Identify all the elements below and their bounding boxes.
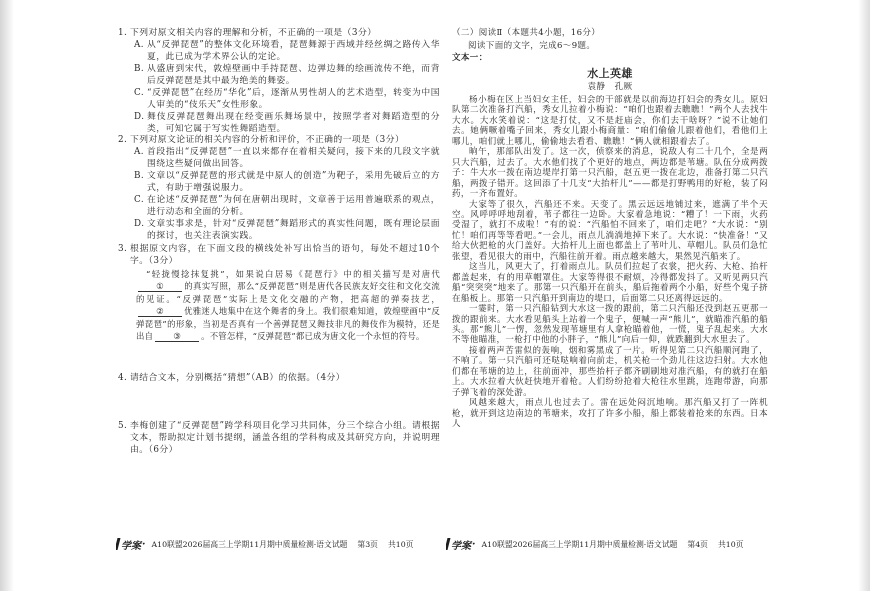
article-paragraph-3: 大家等了很久，汽船还不来。天变了。黑云远远地铺过来，遮满了半个天空。风呼呼呼地刮着，苇子都往一边卧。大家着急地说：“糟了！一下雨，火药受湿了，就打不成啦！”有的说：“汽船怕不回来了，咱们走吧？”大水说：“别忙！咱们再等等看吧。”一会儿，雨点儿淌淌地掉下来了。大水说：“快准备！”又给大伙把枪的火门盖好。大抬杆儿上面也都盖上了苇叶儿、草帽儿。队员们急忙张望，看见很大的雨中，汽船往前开着。雨点越来越大，果然见汽船来了。 <box>452 199 768 262</box>
passage-segment: 的真实写照，那么“反弹琵琶”则是唐代各民族友好交往和文化交流的见证。“反弹琵琶”实际上是文化交融的产物，把高超的弹奏技艺， <box>136 281 440 304</box>
q2-option-a-label: A. <box>134 147 145 157</box>
question-2-stem: 下列对原文论证的相关内容的分析和评价，不正确的一项是（3分） <box>130 135 405 145</box>
q2-option-c-text: 在论述“反弹琵琶”为何在唐朝出现时，文章善于运用普遍联系的观点，进行动态和全面的分析。 <box>147 195 440 217</box>
footer-page-number: 第4页 <box>687 539 708 549</box>
section-instruction: 阅读下面的文字，完成6～9题。 <box>468 40 596 51</box>
q1-option-c-text: “反弹琵琶”在经历“华化”后，逐渐从男性胡人的艺术造型，转变为中国人审美的“伎乐天”女性形象。 <box>147 88 440 110</box>
question-2-stem-row <box>118 134 440 146</box>
q1-option-b <box>118 63 440 87</box>
article-paragraph-4: 这当儿，风更大了，打着雨点儿。队员们拉起了衣裳，把火药、大枪、抬杆都盖起来，有的用草帽罩住。大家等得很不耐烦，冷得都发抖了。又听见两只汽船“突突突”地来了。那第一只汽船开在前头，船后拖着两个小船，好些个鬼子挤在船板上。那第一只汽船开到南边的堤口，后面第二只还离得远远的。 <box>452 262 768 304</box>
article-paragraph-7: 风越来越大，雨点儿也过去了。雷在远处闷沉地响。那汽船又打了一阵机枪，就开到这边南边的苇塘来，攻打了许多小船，船上都装着抢来的东西。日本人 <box>452 398 768 430</box>
question-1-stem: 下列对原文相关内容的理解和分析，不正确的一项是（3分） <box>130 28 377 38</box>
question-4-stem-row <box>118 372 440 384</box>
question-3-stem-row <box>118 243 440 267</box>
logo-text: 学案 <box>451 540 471 551</box>
text-one-label: 文本一： <box>452 53 488 63</box>
q1-option-a-label: A. <box>134 40 145 50</box>
q1-option-a <box>118 39 440 63</box>
fill-blank-3: ③ <box>155 331 199 342</box>
question-4-stem: 请结合文本，分别概括“猜想”（AB）的依据。（4分） <box>130 373 346 383</box>
article-title: 水上英雄 <box>587 66 633 80</box>
footer-page-total: 共10页 <box>717 539 744 549</box>
q1-option-c-label: C. <box>134 88 145 98</box>
section-heading: （二）阅读Ⅱ（本题共4小题，16分） <box>452 28 601 38</box>
scan-edge-left <box>0 0 14 591</box>
article-body <box>452 95 768 535</box>
question-3-passage <box>136 268 440 342</box>
question-5-stem: 李梅创建了“反弹琵琶”跨学科项目化学习共同体，分三个综合小组。请根据文本，帮助拟定计划书提纲，涵盖各组的学科构成及其研究方向，并说明理由。（6分） <box>130 421 440 455</box>
question-2-number: 2. <box>118 135 128 145</box>
question-3 <box>118 243 440 353</box>
q2-option-d <box>118 218 440 242</box>
q2-option-b <box>118 170 440 194</box>
q2-option-c <box>118 194 440 218</box>
logo-stroke-icon <box>116 538 120 550</box>
article-paragraph-5: 一霎时，第一只汽船钻到大水这一拨的跟前，第二只汽船还没到赵五更那一拨的跟前来。大水看见船头上站着一个鬼子，便喊一声“熊儿”，就瞄准汽船的船头。那“熊儿”一愣，忽然发现苇塘里有人拿枪瞄着他，一慌，鬼子乱起来。大水不等他瞄准，一枪打中他的小胖子，“熊儿”向后一仰，就跌翻到大水里去了。 <box>452 304 768 346</box>
scan-edge-right <box>858 0 870 591</box>
question-1-number: 1. <box>118 28 128 38</box>
question-3-number: 3. <box>118 244 128 254</box>
reading-section-header <box>452 27 768 94</box>
question-3-stem: 根据原文内容，在下面文段的横线处补写出恰当的语句，每处不超过10个字。（3分） <box>130 244 440 266</box>
fill-blank-2: ② <box>138 306 182 317</box>
question-4-number: 4. <box>118 373 128 383</box>
exam-logo <box>116 537 145 551</box>
q1-option-d-text: 舞伎反弹琵琶舞出现在经变画乐舞场景中，按照学者对舞蹈造型的分类，可知它属于写实性舞蹈造型。 <box>147 112 440 134</box>
q2-option-a-text: 首段指出“反弹琵琶”一直以来都存在着相关疑问，接下来的几段文字就围绕这些疑问做出回答。 <box>147 147 440 169</box>
q1-option-d-label: D. <box>134 112 145 122</box>
logo-text: 学案 <box>121 540 141 551</box>
q1-option-a-text: 从“反弹琵琶”的整体文化环境看，琵琶舞源于西域并经丝绸之路传入华夏，此已成为学术界公认的定论。 <box>147 40 440 62</box>
question-5-stem-row <box>118 420 440 456</box>
q2-option-c-label: C. <box>134 195 145 205</box>
footer-exam-title: A10联盟2026届高三上学期11月期中质量检测·语文试题 <box>151 539 348 549</box>
logo-dot-icon: · <box>142 538 146 550</box>
logo-stroke-icon <box>446 538 450 550</box>
page-footer-left <box>116 537 442 551</box>
q2-option-d-label: D. <box>134 219 145 229</box>
question-5-number: 5. <box>118 421 128 431</box>
q2-option-a <box>118 146 440 170</box>
q2-option-b-label: B. <box>134 171 145 181</box>
q1-option-b-text: 从盛唐到宋代，敦煌壁画中手持琵琶、边弹边舞的绘画流传不绝，而背后反弹琵琶是其中最为绝美的舞姿。 <box>147 64 440 86</box>
question-1-stem-row <box>118 27 440 39</box>
q1-option-c <box>118 87 440 111</box>
passage-segment: 优雅迷人地集中在这个舞者的身上。我们很难知道，敦煌壁画中“反弹琵琶”的形象，当初是否真有一个善弹琵琶又舞技非凡的舞伎作为模特，还是出自 <box>136 306 440 342</box>
exam-logo <box>446 537 475 551</box>
logo-dot-icon: · <box>472 538 476 550</box>
article-authors: 袁静 孔厥 <box>587 81 633 92</box>
page-footer-right <box>446 537 768 551</box>
q1-option-b-label: B. <box>134 64 145 74</box>
passage-segment: 。不管怎样，“反弹琵琶”都已成为唐文化一个永恒的符号。 <box>201 331 425 342</box>
footer-exam-title: A10联盟2026届高三上学期11月期中质量检测·语文试题 <box>481 539 678 549</box>
article-paragraph-2: 晌午，那部队出发了。这一次，侦察来的消息，说敌人有二十几个，全是两只大汽船，过去了。大水他们找了个更好的地点，两边都是苇塘。队伍分成两拨子：牛大水一拨在南边堤岸打第一只汽船，赵五更一拨在北边，准备打第二只汽船，两拨子错开。这回添了十几支“大抬杆儿”——都是打野鸭用的好枪，装了闷药，一齐布置好。 <box>452 147 768 200</box>
article-paragraph-6: 接着两声苦雷似的轰响，烟和雾黑成了一片。听得见第二只汽船顺河跑了，不响了。第一只汽船可还哒哒响着向前走，机关枪一个劲儿往这边扫射。大水他们都在苇塘的边上，往前面冲，那些抬杆子都齐刷刷地对准汽船，有的就打在船上。大水拉着大伙赶快地开着枪。人们纷纷抢着大枪往水里跳，连跑带游，向那子弹飞着的深处游。 <box>452 345 768 398</box>
article-paragraph-1: 杨小梅在区上当妇女主任，妇会的干部就是以前海边打妇会的秀女儿。原妇队第二次准备打汽船，秀女儿拉着小梅说：“咱们也跟着去瞧瞧！”两个人去找牛大水。大水笑着说：“这是打仗，又不是赶庙会，你们去干啥呀？”说不让她们去。她俩噘着嘴子回来，秀女儿跟小梅商量：“咱们偷偷儿跟着他们，看他们上哪儿，咱们就上哪儿，偷偷地去看看、瞧瞧！”俩人就相跟着去了。 <box>452 95 768 147</box>
q2-option-d-text: 文章实事求是，针对“反弹琵琶”舞蹈形式的真实性问题，既有理论层面的探讨，也关注表演实践。 <box>147 219 440 241</box>
passage-segment: “轻拢慢捻抹复挑”，如果说白居易《琵琶行》中的相关描写是对唐代 <box>146 269 440 279</box>
question-4 <box>118 372 440 384</box>
q1-option-d <box>118 111 440 135</box>
question-2 <box>118 134 440 242</box>
question-1 <box>118 27 440 135</box>
fill-blank-1: ① <box>138 281 182 292</box>
q2-option-b-text: 文章以“反弹琵琶的形式就是中原人的创造”为靶子，采用先破后立的方式，有助于增强说服力。 <box>147 171 440 193</box>
footer-page-total: 共10页 <box>387 539 414 549</box>
question-5 <box>118 420 440 456</box>
footer-page-number: 第3页 <box>357 539 378 549</box>
